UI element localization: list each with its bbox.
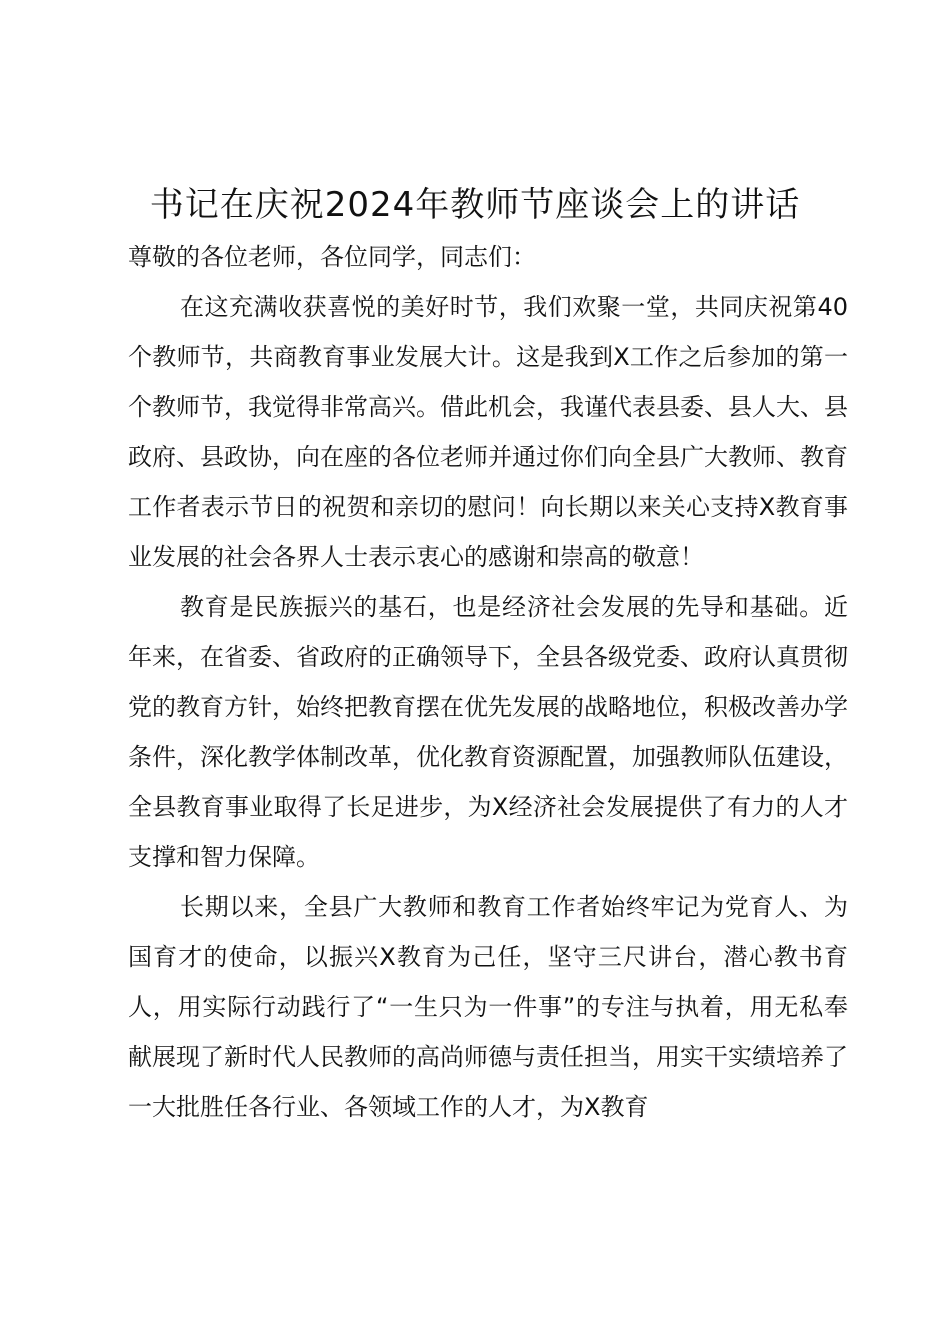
paragraph-3: 长期以来，全县广大教师和教育工作者始终牢记为党育人、为国育才的使命，以振兴X教育为己任，坚守三尺讲台，潜心教书育人，用实际行动践行了“一生只为一件事”的专注与执着，用无私奉献展现了新时代人民教师的高尚师德与责任担当，用实干实绩培养了一大批胜任各行业、各领域工作的人才，为X教育 (128, 893, 848, 1121)
salutation: 尊敬的各位老师，各位同学，同志们： (128, 243, 536, 271)
document-title: 书记在庆祝2024年教师节座谈会上的讲话 (149, 185, 801, 225)
paragraph-1: 在这充满收获喜悦的美好时节，我们欢聚一堂，共同庆祝第40个教师节，共商教育事业发展大计。这是我到X工作之后参加的第一个教师节，我觉得非常高兴。借此机会，我谨代表县委、县人大、县政府、县政协，向在座的各位老师并通过你们向全县广大教师、教育工作者表示节日的祝贺和亲切的慰问！向长期以来关心支持X教育事业发展的社会各界人士表示衷心的感谢和崇高的敬意！ (128, 293, 848, 571)
document-body (128, 232, 848, 1132)
paragraph-2: 教育是民族振兴的基石，也是经济社会发展的先导和基础。近年来，在省委、省政府的正确领导下，全县各级党委、政府认真贯彻党的教育方针，始终把教育摆在优先发展的战略地位，积极改善办学条件，深化教学体制改革，优化教育资源配置，加强教师队伍建设，全县教育事业取得了长足进步，为X经济社会发展提供了有力的人才支撑和智力保障。 (128, 593, 848, 871)
